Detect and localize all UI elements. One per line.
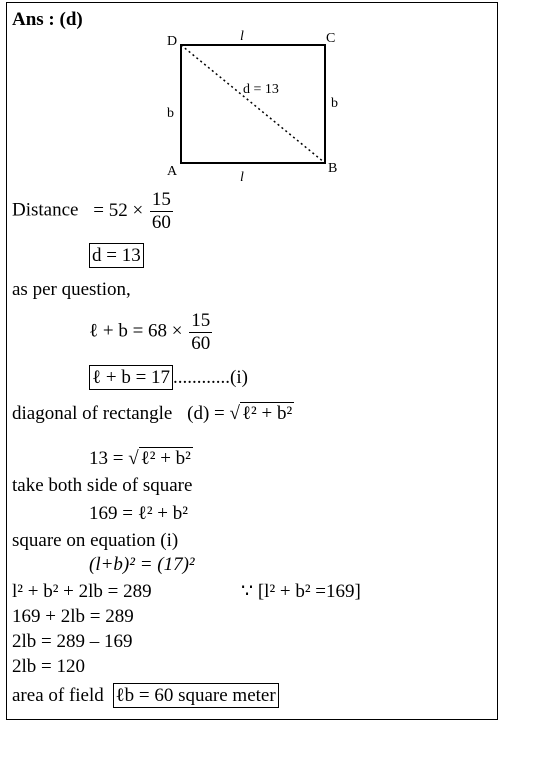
diagonal-line xyxy=(181,45,325,163)
answer-label: Ans : (d) xyxy=(12,9,83,30)
squared-equation: 169 = ℓ² + b² xyxy=(89,503,188,524)
sum-numerator: 15 xyxy=(191,310,211,331)
diagonal-result xyxy=(89,246,144,265)
thirteen-expr: 13 = xyxy=(89,448,124,469)
vertex-d-label: D xyxy=(167,34,178,49)
thirteen-radicand: ℓ² + b² xyxy=(140,448,191,469)
diagonal-formula-sqrt: √ ℓ² + b² xyxy=(229,403,293,424)
vertex-a-label: A xyxy=(167,164,178,179)
sum-equation xyxy=(89,310,212,355)
area-answer xyxy=(12,686,279,705)
expansion-equation xyxy=(12,582,152,601)
sum-result xyxy=(89,368,248,387)
sum-denominator: 60 xyxy=(191,332,211,354)
distance-fraction xyxy=(150,189,173,234)
expanded-square-equation: (l+b)² = (17)² xyxy=(89,554,195,575)
substitution-equation: 169 + 2lb = 289 xyxy=(12,606,134,627)
distance-expr: = 52 × xyxy=(93,199,144,221)
sum-result-box: ℓ + b = 17 xyxy=(89,365,173,390)
distance-label: Distance xyxy=(12,199,79,221)
area-answer-box: ℓb = 60 square meter xyxy=(113,683,279,708)
distance-numerator: 15 xyxy=(151,189,171,210)
distance-equation xyxy=(12,189,173,234)
diagonal-formula-radicand: ℓ² + b² xyxy=(241,403,293,424)
expansion-expr: l² + b² + 2lb = 289 xyxy=(12,581,152,602)
area-label: area of field xyxy=(12,685,104,706)
distance-denominator: 60 xyxy=(151,211,171,233)
equation-i-marker: ............(i) xyxy=(173,367,248,388)
left-side-label: b xyxy=(167,106,174,121)
thirteen-sqrt: √ ℓ² + b² xyxy=(128,448,191,469)
vertex-b-label: B xyxy=(328,161,338,176)
right-side-label: b xyxy=(331,96,338,111)
result-equation: 2lb = 120 xyxy=(12,656,85,677)
subtraction-equation: 2lb = 289 – 169 xyxy=(12,631,133,652)
diagonal-formula-label: diagonal of rectangle xyxy=(12,403,173,424)
as-per-question-text: as per question, xyxy=(12,279,131,300)
diagonal-label: d = 13 xyxy=(243,82,279,97)
vertex-c-label: C xyxy=(326,31,336,46)
diagonal-result-box: d = 13 xyxy=(89,243,144,268)
top-side-label: l xyxy=(240,29,244,44)
rectangle-diagram xyxy=(0,0,540,200)
square-both-sides-text: take both side of square xyxy=(12,475,193,496)
rectangle-shape xyxy=(181,45,325,163)
diagonal-formula xyxy=(12,404,294,423)
diagonal-formula-expr: (d) = xyxy=(187,403,225,424)
sum-expr: ℓ + b = 68 × xyxy=(89,320,183,342)
sum-fraction xyxy=(189,310,212,355)
square-equation-i-text: square on equation (i) xyxy=(12,530,179,551)
thirteen-equation xyxy=(89,449,193,468)
bottom-side-label: l xyxy=(240,170,244,185)
because-note: ∵ [l² + b² =169] xyxy=(241,581,361,602)
